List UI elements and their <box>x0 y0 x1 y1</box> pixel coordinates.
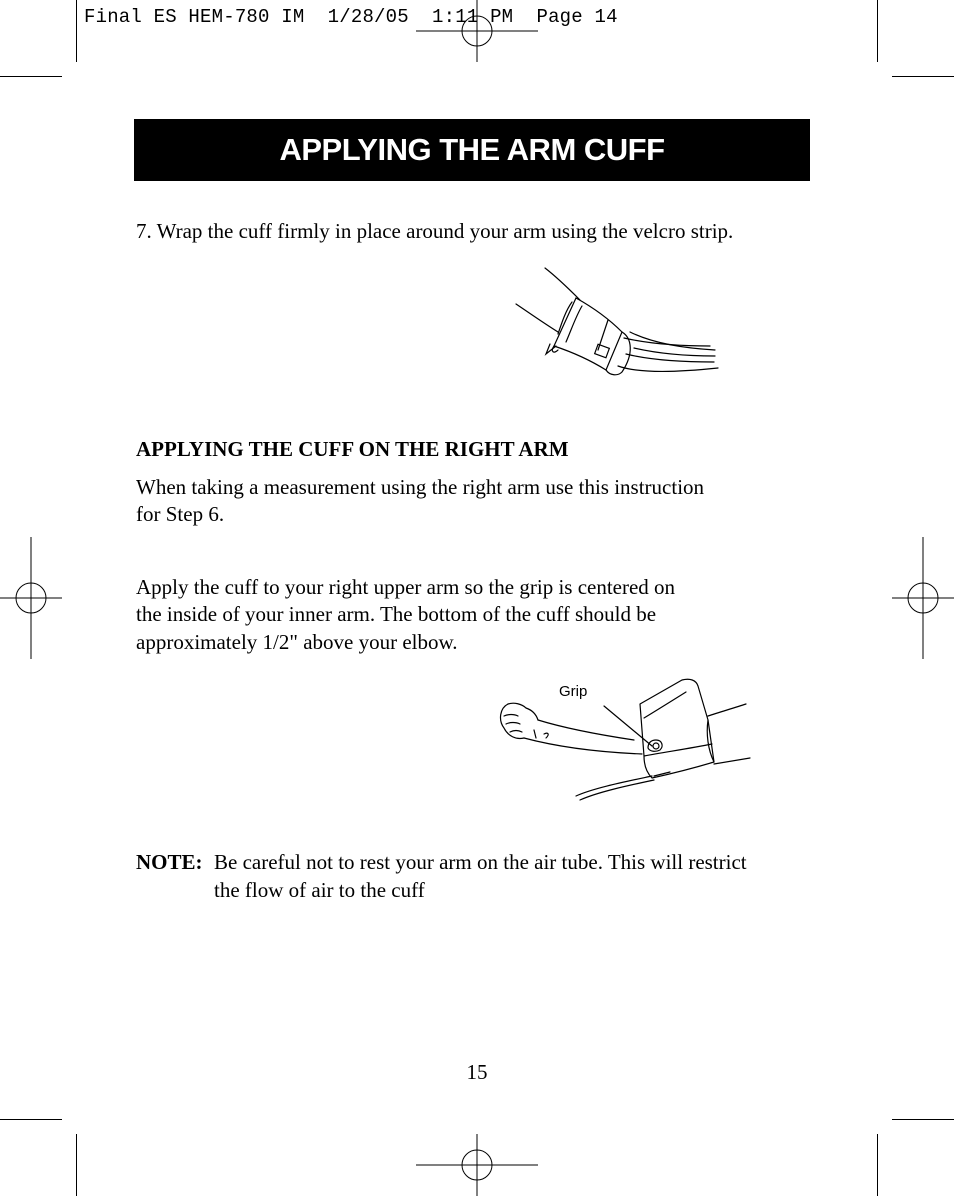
step-7-text: 7. Wrap the cuff firmly in place around your arm using the velcro strip. <box>136 219 734 243</box>
note-block <box>136 848 836 902</box>
page-title-bar <box>134 119 810 181</box>
registration-mark-left <box>0 537 62 659</box>
right-arm-cuff-illustration <box>494 672 754 807</box>
registration-mark-bottom <box>416 1134 538 1196</box>
registration-mark-right <box>892 537 954 659</box>
page-title: APPLYING THE ARM CUFF <box>279 132 665 167</box>
print-slug-line: Final ES HEM-780 IM 1/28/05 1:11 PM Page 14 <box>84 6 618 28</box>
note-line-1: Be careful not to rest your arm on the air tube. This will restrict <box>214 850 747 874</box>
right-arm-para2-line3: approximately 1/2" above your elbow. <box>136 630 458 654</box>
right-arm-para2-line2: the inside of your inner arm. The bottom of the cuff should be <box>136 602 657 626</box>
registration-mark-top <box>416 0 538 62</box>
right-arm-heading: APPLYING THE CUFF ON THE RIGHT ARM <box>136 437 569 461</box>
right-arm-para1-line1: When taking a measurement using the right arm use this instruction <box>136 475 705 499</box>
grip-label: Grip <box>559 683 588 700</box>
note-body <box>214 848 834 904</box>
page-number: 15 <box>466 1060 488 1084</box>
note-label: NOTE: <box>136 850 203 874</box>
cuff-wrap-illustration <box>510 262 725 387</box>
right-arm-para1-line2: for Step 6. <box>136 502 225 526</box>
note-line-2: the flow of air to the cuff <box>214 878 425 902</box>
right-arm-para2-line1: Apply the cuff to your right upper arm so the grip is centered on <box>136 575 676 599</box>
